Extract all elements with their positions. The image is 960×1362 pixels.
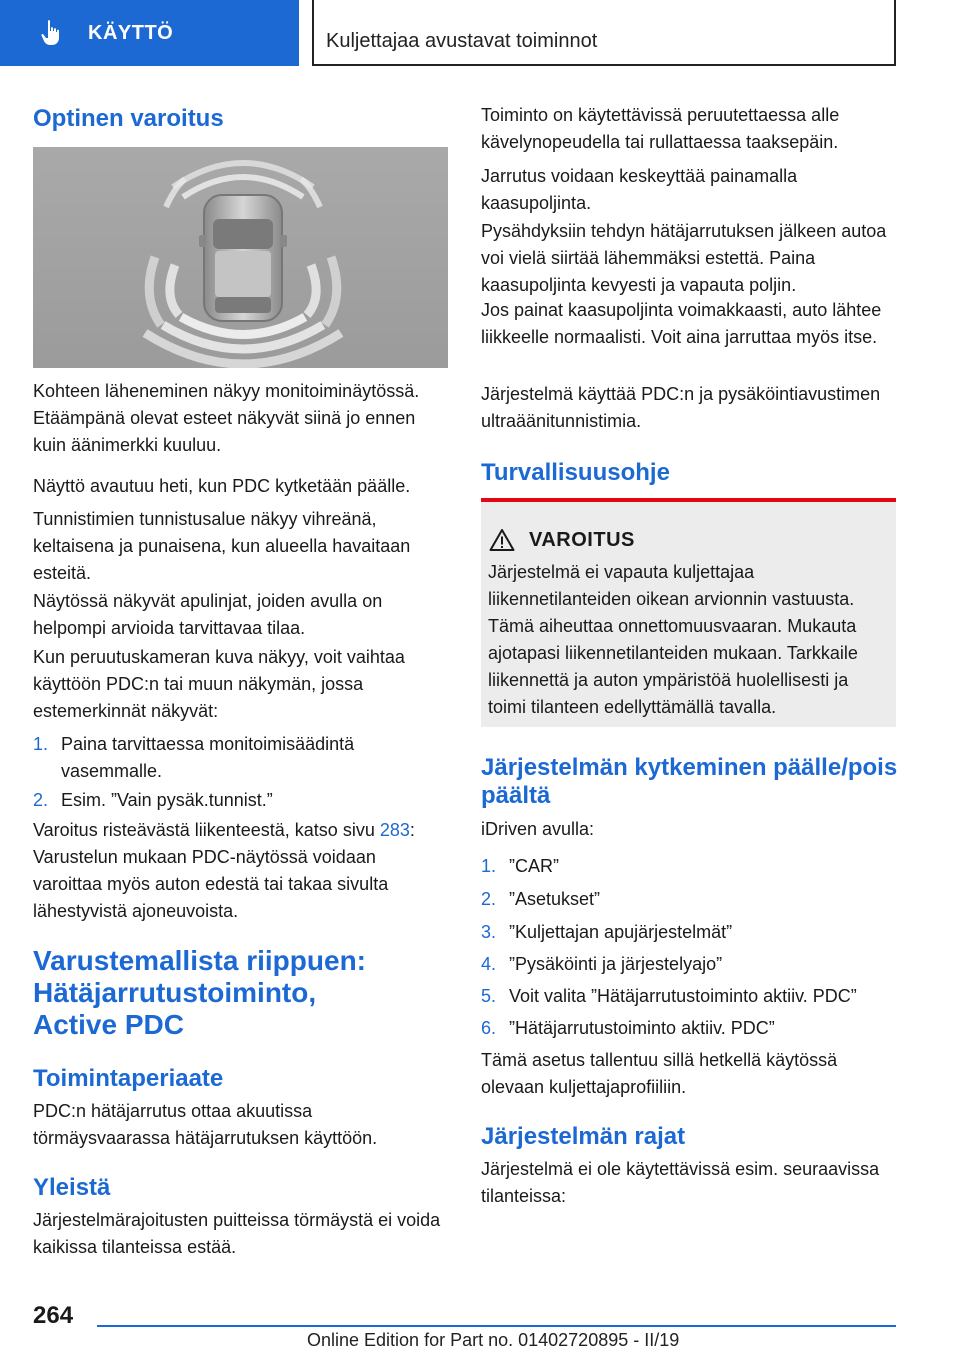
heading-rajat: Järjestelmän rajat — [481, 1123, 686, 1150]
paragraph: Jos painat kaasupoljinta voimakkaasti, auto lähtee liikkeelle normaalisti. Voit aina jarruttaa myös itse. — [481, 300, 882, 347]
heading-kytkeminen-cont: päältä — [481, 782, 551, 809]
list-text: ”Kuljettajan apujärjestelmät” — [509, 922, 733, 942]
text-run: : Varustelun mukaan PDC-näytössä voidaan varoittaa myös auton edestä tai takaa sivulta lähestyvistä ajoneuvoista. — [33, 820, 415, 921]
paragraph: Tunnistimien tunnistusalue näkyy vihreänä, keltaisena ja punaisena, kun alueella havaitaan esteitä. — [33, 509, 411, 583]
paragraph: Pysähdyksiin tehdyn hätäjarrutuksen jälkeen autoa voi vielä siirtää lähemmäksi estettä. Paina kaasupoljinta kevyesti ja vapauta poljin. — [481, 221, 887, 295]
pdc-illustration — [33, 147, 448, 368]
paragraph: Jarrutus voidaan keskeyttää painamalla kaasupoljinta. — [481, 166, 798, 213]
warning-triangle-icon — [489, 528, 515, 552]
chapter-tab-label: KÄYTTÖ — [88, 21, 174, 44]
paragraph: iDriven avulla: — [481, 819, 595, 839]
paragraph: Järjestelmä käyttää PDC:n ja pysäköintiavustimen ultraäänitunnistimia. — [481, 384, 881, 431]
list-number: 2. — [481, 889, 497, 909]
warning-box — [481, 498, 896, 727]
page-link[interactable]: 283 — [379, 820, 410, 840]
paragraph: PDC:n hätäjarrutus ottaa akuutissa törmäysvaarassa hätäjarrutuksen käyttöön. — [33, 1101, 378, 1148]
heading-optinen-varoitus: Optinen varoitus — [33, 105, 224, 132]
hand-pointer-icon — [40, 19, 64, 47]
text-run: Varoitus risteävästä liikenteestä, katso sivu — [33, 820, 380, 840]
paragraph: Tämä asetus tallentuu sillä hetkellä käytössä olevaan kuljettajaprofiiliin. — [481, 1050, 838, 1097]
section-title: Kuljettajaa avustavat toiminnot — [326, 30, 598, 52]
warning-header — [489, 528, 635, 552]
heading-active-pdc: Active PDC — [33, 1009, 184, 1040]
list-text: ”CAR” — [509, 856, 559, 876]
paragraph: Näytössä näkyvät apulinjat, joiden avulla on helpompi arvioida tarvittavaa tilaa. — [33, 591, 383, 638]
list-text: ”Hätäjarrutustoiminto aktiiv. PDC” — [509, 1018, 775, 1038]
list-number: 1. — [481, 856, 497, 876]
heading-hatajarrutus: Hätäjarrutustoiminto, — [33, 977, 317, 1008]
page-number: 264 — [33, 1302, 74, 1329]
list-number: 6. — [481, 1018, 497, 1038]
paragraph: Näyttö avautuu heti, kun PDC kytketään päälle. — [33, 476, 411, 496]
footer-divider — [97, 1325, 896, 1327]
paragraph-cross-traffic — [33, 817, 448, 925]
heading-kytkeminen: Järjestelmän kytkeminen päälle/pois — [481, 754, 898, 781]
list-text: ”Asetukset” — [509, 889, 601, 909]
heading-toimintaperiaate: Toimintaperiaate — [33, 1065, 224, 1092]
paragraph: Kun peruutuskameran kuva näkyy, voit vaihtaa käyttöön PDC:n tai muun näkymän, jossa estemerkinnät näkyvät: — [33, 647, 405, 721]
footer-edition: Online Edition for Part no. 01402720895 - II/19 — [307, 1330, 680, 1350]
list-text: Voit valita ”Hätäjarrutustoiminto aktiiv. PDC” — [509, 986, 857, 1006]
list-text: Esim. ”Vain pysäk.tunnist.” — [61, 790, 273, 810]
list-number: 2. — [33, 790, 49, 810]
section-title-box — [312, 0, 896, 66]
list-text: Paina tarvittaessa monitoimisäädintä vasemmalle. — [61, 734, 355, 781]
warning-title: VAROITUS — [529, 528, 635, 551]
car-top-view — [199, 195, 287, 321]
paragraph: Toiminto on käytettävissä peruutettaessa alle kävelynopeudella tai rullattaessa taaksepäin. — [481, 105, 840, 152]
warning-text: Järjestelmä ei vapauta kuljettajaa liikennetilanteiden oikean arvionnin vastuusta. Tämä aiheuttaa onnettomuusvaaran. Mukauta ajotapasi liikennetilanteiden mukaan. Tarkkaile liikennettä ja auton ympäristöä huolellisesti ja toimi tilanteen edellyttämällä tavalla. — [488, 562, 858, 717]
pdc-car-graphic — [33, 147, 448, 368]
heading-turvallisuusohje: Turvallisuusohje — [481, 459, 670, 486]
paragraph: Järjestelmärajoitusten puitteissa törmäystä ei voida kaikissa tilanteissa estää. — [33, 1210, 441, 1257]
paragraph: Järjestelmä ei ole käytettävissä esim. seuraavissa tilanteissa: — [481, 1159, 880, 1206]
list-number: 3. — [481, 922, 497, 942]
list-number: 5. — [481, 986, 497, 1006]
heading-yleista: Yleistä — [33, 1174, 111, 1201]
list-text: ”Pysäköinti ja järjestelyajo” — [509, 954, 723, 974]
chapter-tab[interactable] — [0, 0, 299, 66]
paragraph: Kohteen läheneminen näkyy monitoiminäytössä. Etäämpänä olevat esteet näkyvät siinä jo ennen kuin äänimerkki kuuluu. — [33, 381, 420, 455]
heading-varustemallista: Varustemallista riippuen: — [33, 945, 366, 976]
list-number: 1. — [33, 734, 49, 754]
list-number: 4. — [481, 954, 497, 974]
